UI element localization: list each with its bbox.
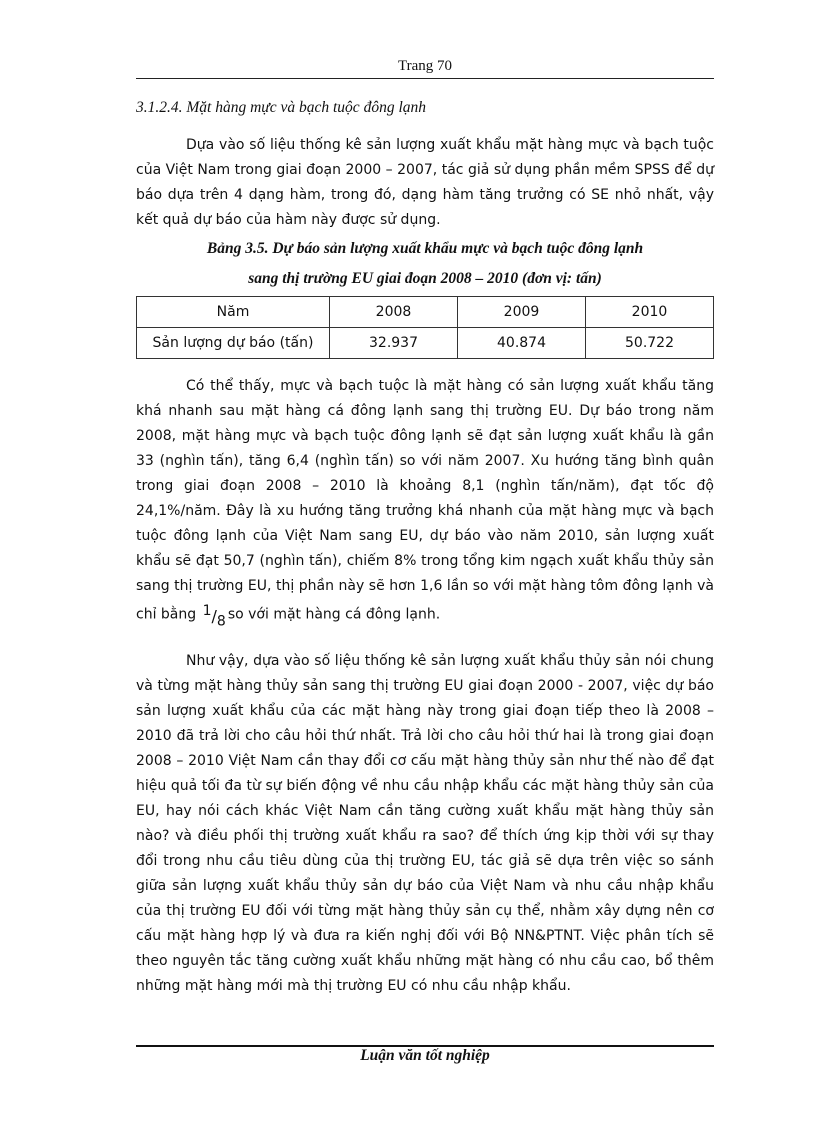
section-title: 3.1.2.4. Mặt hàng mực và bạch tuộc đông lạnh — [136, 99, 426, 116]
table-caption-line2: sang thị trường EU giai đoạn 2008 – 2010 (đơn vị: tấn) — [248, 270, 602, 287]
table-cell: 32.937 — [330, 328, 458, 359]
paragraph-analysis-text: Có thể thấy, mực và bạch tuộc là mặt hàng có sản lượng xuất khẩu tăng khá nhanh sau mặt hàng cá đông lạnh sang thị trường EU. Dự báo trong năm 2008, mặt hàng mực và bạch tuộc đông lạnh sẽ đạt sản lượng xuất khẩu là gần 33 (nghìn tấn), tăng 6,4 (nghìn tấn) so với năm 2007. Xu hướng tăng bình quân trong giai đoạn 2008 – 2010 là khoảng 8,1 (nghìn tấn/năm), đạt tốc độ 24,1%/năm. Đây là xu hướng tăng trưởng khá nhanh của mặt hàng mực và bạch tuộc đông lạnh của Việt Nam sang EU, dự báo vào năm 2010, sản lượng xuất khẩu sẽ đạt 50,7 (nghìn tấn), chiếm 8% trong tổng kim ngạch xuất khẩu thủy sản sang thị trường EU, thị phần này sẽ hơn 1,6 lần so với mặt hàng tôm đông lạnh và chỉ bằng — [136, 378, 714, 623]
paragraph-intro — [136, 133, 714, 233]
table-row — [137, 328, 714, 359]
page-footer: Luận văn tốt nghiệp — [360, 1047, 490, 1064]
table-header-cell: 2009 — [458, 297, 586, 328]
paragraph-analysis-end: so với mặt hàng cá đông lạnh. — [227, 606, 441, 623]
paragraph-analysis — [136, 374, 714, 635]
page-header: Trang 70 — [397, 58, 453, 74]
fraction: $^1/_8$ — [202, 603, 226, 630]
table-cell: 50.722 — [586, 328, 714, 359]
table-caption-line1: Bảng 3.5. Dự báo sản lượng xuất khẩu mực và bạch tuộc đông lạnh — [206, 240, 644, 257]
fraction-numerator: 1 — [202, 603, 212, 619]
table-cell: 40.874 — [458, 328, 586, 359]
table-header-cell: 2010 — [586, 297, 714, 328]
header-divider — [136, 78, 714, 79]
paragraph-intro-text: Dựa vào số liệu thống kê sản lượng xuất khẩu mặt hàng mực và bạch tuộc của Việt Nam trong giai đoạn 2000 – 2007, tác giả sử dụng phần mềm SPSS để dự báo dựa trên 4 dạng hàm, trong đó, dạng hàm tăng trưởng có SE nhỏ nhất, vậy kết quả dự báo của hàm này được sử dụng. — [136, 137, 714, 228]
forecast-table — [136, 296, 714, 359]
paragraph-conclusion-text: Như vậy, dựa vào số liệu thống kê sản lượng xuất khẩu thủy sản nói chung và từng mặt hàng thủy sản sang thị trường EU giai đoạn 2000 - 2007, việc dự báo sản lượng xuất khẩu của các mặt hàng này trong giai đoạn tiếp theo là 2008 – 2010 đã trả lời cho câu hỏi thứ nhất. Trả lời cho câu hỏi thứ hai là trong giai đoạn 2008 – 2010 Việt Nam cần thay đổi cơ cấu mặt hàng thủy sản như thế nào để đạt hiệu quả tối đa từ sự biến động về nhu cầu nhập khẩu các mặt hàng thủy sản của EU, hay nói cách khác Việt Nam cần tăng cường xuất khẩu mặt hàng thủy sản nào? và điều phối thị trường xuất khẩu ra sao? để thích ứng kịp thời với sự thay đổi trong nhu cầu tiêu dùng của thị trường EU, tác giả sẽ dựa trên việc so sánh giữa sản lượng xuất khẩu thủy sản dự báo của Việt Nam và nhu cầu nhập khẩu của thị trường EU đối với từng mặt hàng thủy sản cụ thể, nhằm xây dựng nên cơ cấu mặt hàng hợp lý và đưa ra kiến nghị đối với Bộ NN&PTNT. Việc phân tích sẽ theo nguyên tắc tăng cường xuất khẩu những mặt hàng có nhu cầu cao, bổ thêm những mặt hàng mới mà thị trường EU có nhu cầu nhập khẩu. — [136, 653, 714, 994]
fraction-denominator: 8 — [216, 613, 226, 630]
table-header-row — [137, 297, 714, 328]
table-header-cell: Năm — [137, 297, 330, 328]
paragraph-conclusion — [136, 649, 714, 999]
table-cell: Sản lượng dự báo (tấn) — [137, 328, 330, 359]
table-header-cell: 2008 — [330, 297, 458, 328]
